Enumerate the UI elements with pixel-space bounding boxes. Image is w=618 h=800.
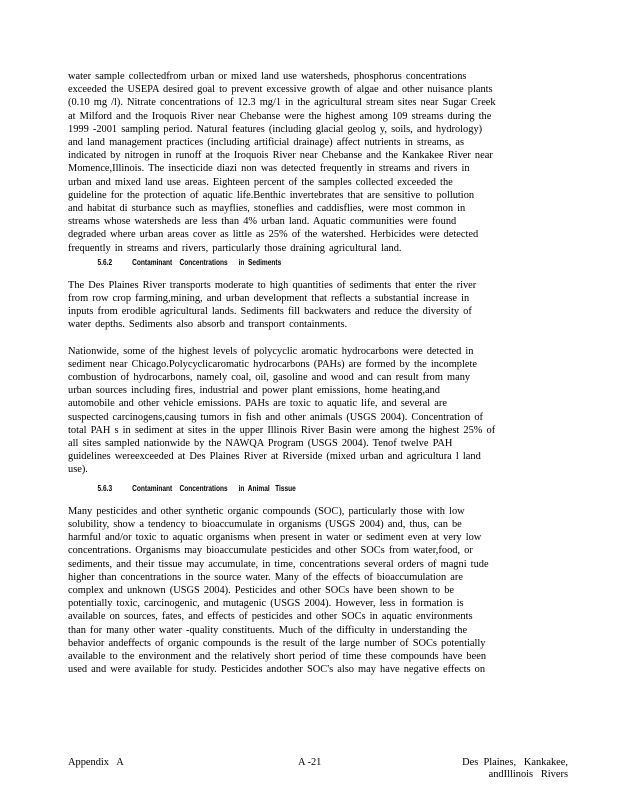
text-line: complex and unknown (USGS 2004). Pesticides and other SOCs have been shown to be [68, 584, 455, 596]
footer-title-line-2: andIllinois Rivers [488, 769, 568, 780]
paragraph-sediment-transport [68, 279, 568, 332]
text-line: The Des Plaines River transports moderate to high quantities of sediments that enter the river [68, 279, 477, 291]
text-line: available on sources, fates, and effects of pesticides and other SOCs in aquatic environments [68, 611, 473, 623]
text-line: frequently in streams and rivers, particularly those draining agricultural land. [68, 242, 402, 254]
text-line: at Milford and the Iroquois River near Chebanse were the highest among 109 streams during the [68, 110, 492, 122]
text-line: urban sources including fires, industrial and power plant emissions, home heating,and [68, 385, 440, 397]
section-title: Contaminant Concentrations in Animal Tissue [132, 483, 296, 493]
text-line: higher than concentrations in the source water. Many of the effects of bioaccumulation are [68, 571, 463, 583]
text-line: than for many other water -quality constituents. Much of the difficulty in understanding the [68, 624, 468, 636]
section-title: Contaminant Concentrations in Sediments [132, 257, 282, 267]
text-line: sediment near Chicago.Polycyclicaromatic hydrocarbons (PAHs) are formed by the incomplete [68, 358, 477, 370]
text-line: used and were available for study. Pesticides andother SOC's also may have negative effects on [68, 664, 486, 676]
text-line: water depths. Sediments also absorb and transport containments. [68, 319, 348, 331]
text-line: available to the environment and the relatively short period of time these compounds have been [68, 650, 487, 662]
text-line: combustion of hydrocarbons, namely coal, oil, gasoline and wood and can result from many [68, 372, 471, 384]
paragraph-pah [68, 345, 568, 477]
text-line: sediments, and their tissue may accumulate, in time, concentrations several orders of magni tude [68, 558, 489, 570]
text-line: exceeded the USEPA desired goal to prevent excessive growth of algae and other nuisance plants [68, 84, 493, 96]
section-number: 5.6.2 [97, 257, 113, 267]
text-line: and habitat di sturbance such as mayflies, stoneflies and caddisflies, were most common in [68, 203, 466, 215]
text-line: indicated by nitrogen in runoff at the Iroquois River near Chebanse and the Kankakee River near [68, 150, 493, 162]
text-line: from row crop farming,mining, and urban development that reflects a substantial increase in [68, 293, 470, 305]
text-line: urban and mixed land use areas. Eighteen percent of the samples collected exceeded the [68, 176, 453, 188]
text-line: suspected carcinogens,causing tumors in fish and other animals (USGS 2004). Concentration of [68, 411, 484, 423]
paragraph-nutrients [68, 70, 568, 255]
section-number: 5.6.3 [97, 483, 113, 493]
text-line: potentially toxic, carcinogenic, and mutagenic (USGS 2004). However, less in formation is [68, 598, 464, 610]
section-heading-animal-tissue [68, 483, 478, 495]
text-line: and land management practices (including artificial drainage) affect nutrients in streams, as [68, 137, 464, 149]
text-line: harmful and/or toxic to aquatic organisms when present in water or sediment even at very low [68, 532, 482, 544]
text-line: streams whose watersheds are less than 4% urban land. Aquatic communities were found [68, 216, 457, 228]
text-line: behavior andeffects of organic compounds is the result of the large number of SOCs potentially [68, 637, 486, 649]
text-line: Nationwide, some of the highest levels of polycyclic aromatic hydrocarbons were detected in [68, 345, 474, 357]
text-line: degraded where urban areas cover as little as 25% of the watershed. Herbicides were detected [68, 229, 479, 241]
text-line: concentrations. Organisms may bioaccumulate pesticides and other SOCs from water,food, or [68, 545, 473, 557]
text-line: solubility, show a tendency to bioaccumulate in organisms (USGS 2004) and, thus, can be [68, 518, 462, 530]
text-line: total PAH s in sediment at sites in the upper Illinois River Basin were among the highest 25% of [68, 424, 496, 436]
section-heading-sediments [68, 257, 478, 269]
text-line: guideline for the protection of aquatic life.Benthic invertebrates that are sensitive to pollution [68, 189, 475, 201]
text-line: all sites sampled nationwide by the NAWQA Program (USGS 2004). Tenof twelve PAH [68, 438, 453, 450]
footer-river-title [462, 757, 568, 781]
text-line: guidelines wereexceeded at Des Plaines River at Riverside (mixed urban and agricultura l land [68, 451, 481, 463]
text-line: (0.10 mg /l). Nitrate concentrations of 12.3 mg/1 in the agricultural stream sites near Sugar Creek [68, 97, 496, 109]
text-line: inputs from erodible agricultural lands. Sediments fill backwaters and reduce the diversity of [68, 306, 472, 318]
text-line: 1999 -2001 sampling period. Natural features (including glacial geolog y, soils, and hydrology) [68, 123, 483, 135]
footer-appendix: Appendix A [68, 757, 124, 768]
document-page [68, 70, 568, 676]
paragraph-bioaccumulation [68, 505, 568, 677]
text-line: automobile and other vehicle emissions. PAHs are toxic to aquatic life, and several are [68, 398, 447, 410]
footer-title-line-1: Des Plaines, Kankakee, [462, 757, 568, 768]
text-line: Many pesticides and other synthetic organic compounds (SOC), particularly those with low [68, 505, 465, 517]
text-line: water sample collectedfrom urban or mixed land use watersheds, phosphorus concentrations [68, 71, 467, 82]
text-line: use). [68, 464, 88, 476]
footer-page-number: A -21 [298, 757, 322, 768]
text-line: Momence,Illinois. The insecticide diazi non was detected frequently in streams and rivers in [68, 163, 470, 175]
